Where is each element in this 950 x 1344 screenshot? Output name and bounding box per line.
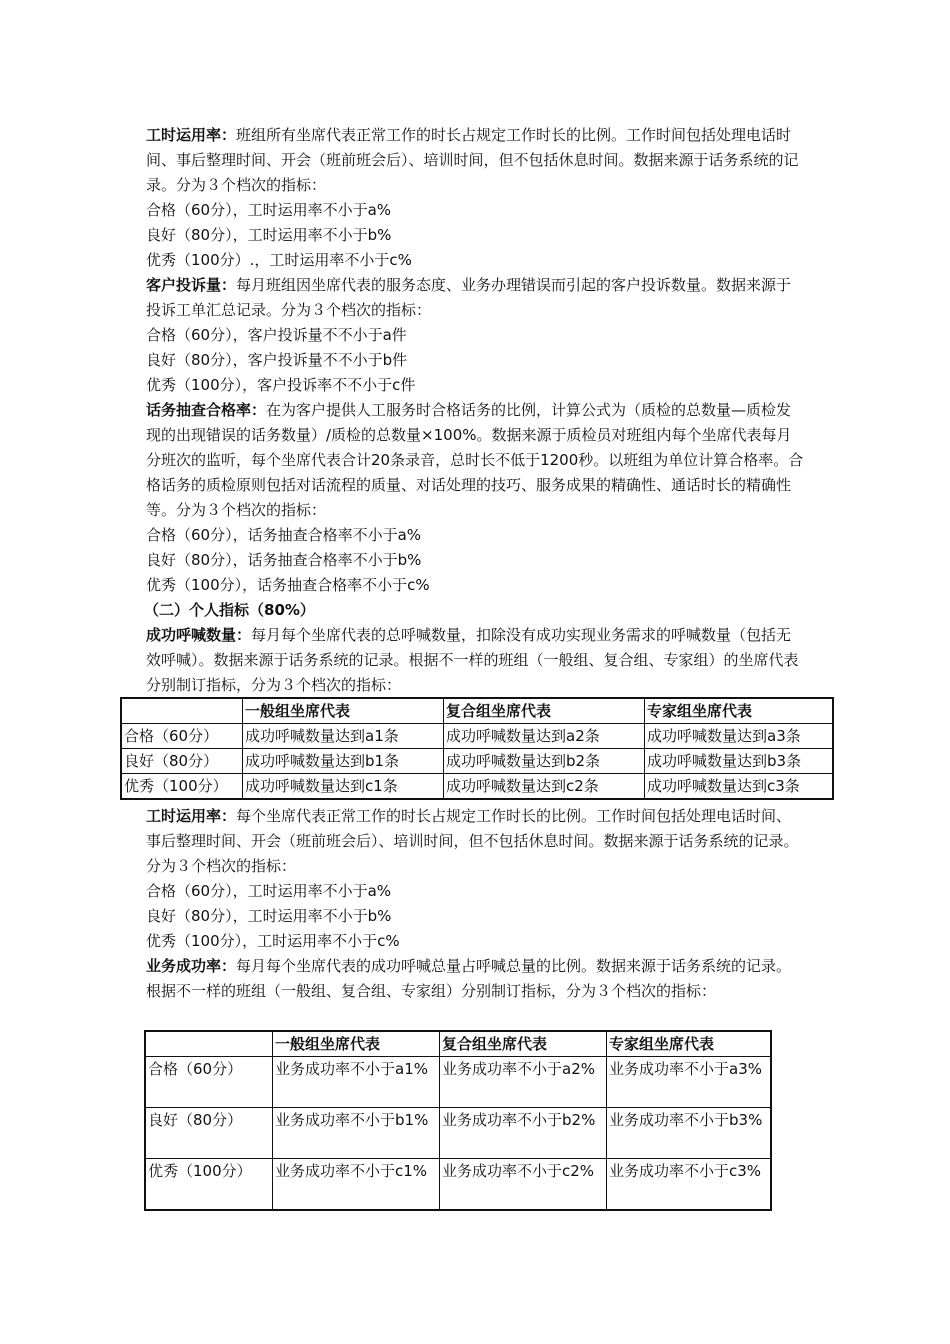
business-success-para (146, 954, 806, 1004)
table-cell: 业务成功率不小于b3% (607, 1108, 772, 1159)
term-description: 每月班组因坐席代表的服务态度、业务办理错误而引起的客户投诉数量。数据来源于投诉工单汇总记录。分为３个档次的指标： (146, 276, 792, 319)
table-cell: 成功呼喊数量达到b2条 (444, 749, 645, 774)
term-label: 工时运用率： (146, 807, 237, 825)
table-cell: 成功呼喊数量达到b3条 (645, 749, 834, 774)
level-line: 优秀（100分）.，工时运用率不小于c% (146, 251, 412, 269)
table-cell: 业务成功率不小于a1% (273, 1057, 440, 1108)
table-row (121, 749, 833, 774)
level-line: 合格（60分），客户投诉量不不小于a件 (146, 326, 407, 344)
table-cell: 业务成功率不小于c1% (273, 1159, 440, 1211)
complaints-para (146, 273, 806, 323)
level-line: 合格（60分），工时运用率不小于a% (146, 882, 392, 900)
table-header-cell (145, 1031, 273, 1057)
table-cell: 成功呼喊数量达到a1条 (243, 724, 444, 749)
level-line: 合格（60分），话务抽查合格率不小于a% (146, 526, 422, 544)
level-line: 优秀（100分），客户投诉率不不小于c件 (146, 376, 416, 394)
term-label: 业务成功率： (146, 957, 237, 975)
level-line: 良好（80分），话务抽查合格率不小于b% (146, 551, 422, 569)
table-cell: 合格（60分） (121, 724, 243, 749)
term-label: 客户投诉量： (146, 276, 237, 294)
table-header-cell: 复合组坐席代表 (444, 698, 645, 724)
work-utilization-personal-para (146, 804, 806, 879)
term-description: 每个坐席代表正常工作的时长占规定工作时长的比例。工作时间包括处理电话时间、事后整理时间、开会（班前班会后）、培训时间，但不包括休息时间。数据来源于话务系统的记录。分为３个档次的指标： (146, 807, 799, 875)
level-line: 优秀（100分），话务抽查合格率不小于c% (146, 576, 430, 594)
table-cell: 优秀（100分） (121, 774, 243, 800)
term-description: 班组所有坐席代表正常工作的时长占规定工作时长的比例。工作时间包括处理电话时间、事后整理时间、开会（班前班会后）、培训时间，但不包括休息时间。数据来源于话务系统的记录。分为３个档次的指标： (146, 126, 799, 194)
level-line: 良好（80分），客户投诉量不不小于b件 (146, 351, 408, 369)
successful-calls-para (146, 623, 806, 698)
work-utilization-team-para (146, 123, 806, 198)
table-row (145, 1159, 771, 1211)
table-header-cell: 专家组坐席代表 (607, 1031, 772, 1057)
table-row (145, 1108, 771, 1159)
table-cell: 成功呼喊数量达到c2条 (444, 774, 645, 800)
table-row (145, 1057, 771, 1108)
table-cell: 良好（80分） (121, 749, 243, 774)
personal-indicators-section (146, 804, 806, 1004)
table-cell: 成功呼喊数量达到c3条 (645, 774, 834, 800)
term-description: 每月每个坐席代表的成功呼喊总量占呼喊总量的比例。数据来源于话务系统的记录。根据不一样的班组（一般组、复合组、专家组）分别制订指标，分为３个档次的指标： (146, 957, 792, 1000)
table-header-cell: 一般组坐席代表 (243, 698, 444, 724)
table-row (121, 724, 833, 749)
table-header-cell (121, 698, 243, 724)
table-cell: 业务成功率不小于a3% (607, 1057, 772, 1108)
table-header-cell: 专家组坐席代表 (645, 698, 834, 724)
table-cell: 成功呼喊数量达到b1条 (243, 749, 444, 774)
level-line: 良好（80分），工时运用率不小于b% (146, 226, 392, 244)
table-cell: 成功呼喊数量达到a2条 (444, 724, 645, 749)
table-cell: 业务成功率不小于c3% (607, 1159, 772, 1211)
table-header-cell: 复合组坐席代表 (440, 1031, 607, 1057)
table-row (121, 774, 833, 800)
term-label: 成功呼喊数量： (146, 626, 252, 644)
table-cell: 业务成功率不小于a2% (440, 1057, 607, 1108)
table-cell: 优秀（100分） (145, 1159, 273, 1211)
table-header-row (145, 1031, 771, 1057)
level-line: 优秀（100分），工时运用率不小于c% (146, 932, 400, 950)
table-cell: 业务成功率不小于b1% (273, 1108, 440, 1159)
table-header-row (121, 698, 833, 724)
personal-indicators-heading: （二）个人指标（80%） (144, 601, 315, 619)
successful-calls-table (120, 697, 834, 800)
team-indicators-section (146, 123, 806, 698)
level-line: 良好（80分），工时运用率不小于b% (146, 907, 392, 925)
business-success-table (144, 1030, 772, 1211)
quality-check-para (146, 398, 806, 523)
table-cell: 良好（80分） (145, 1108, 273, 1159)
term-label: 工时运用率： (146, 126, 237, 144)
table-cell: 合格（60分） (145, 1057, 273, 1108)
term-label: 话务抽查合格率： (146, 401, 267, 419)
table-cell: 业务成功率不小于c2% (440, 1159, 607, 1211)
level-line: 合格（60分），工时运用率不小于a% (146, 201, 392, 219)
table-header-cell: 一般组坐席代表 (273, 1031, 440, 1057)
term-description: 每月每个坐席代表的总呼喊数量，扣除没有成功实现业务需求的呼喊数量（包括无效呼喊）。数据来源于话务系统的记录。根据不一样的班组（一般组、复合组、专家组）的坐席代表分别制订指标，分为３个档次的指标： (146, 626, 799, 694)
term-description: 在为客户提供人工服务时合格话务的比例，计算公式为（质检的总数量—质检发现的出现错误的话务数量）/质检的总数量×100%。数据来源于质检员对班组内每个坐席代表每月分班次的监听，每个坐席代表合计20条录音，总时长不低于1200秒。以班组为单位计算合格率。合格话务的质检原则包括对话流程的质量、对话处理的技巧、服务成果的精确性、通话时长的精确性等。分为３个档次的指标： (146, 401, 804, 519)
table-cell: 成功呼喊数量达到c1条 (243, 774, 444, 800)
table-cell: 成功呼喊数量达到a3条 (645, 724, 834, 749)
table-cell: 业务成功率不小于b2% (440, 1108, 607, 1159)
